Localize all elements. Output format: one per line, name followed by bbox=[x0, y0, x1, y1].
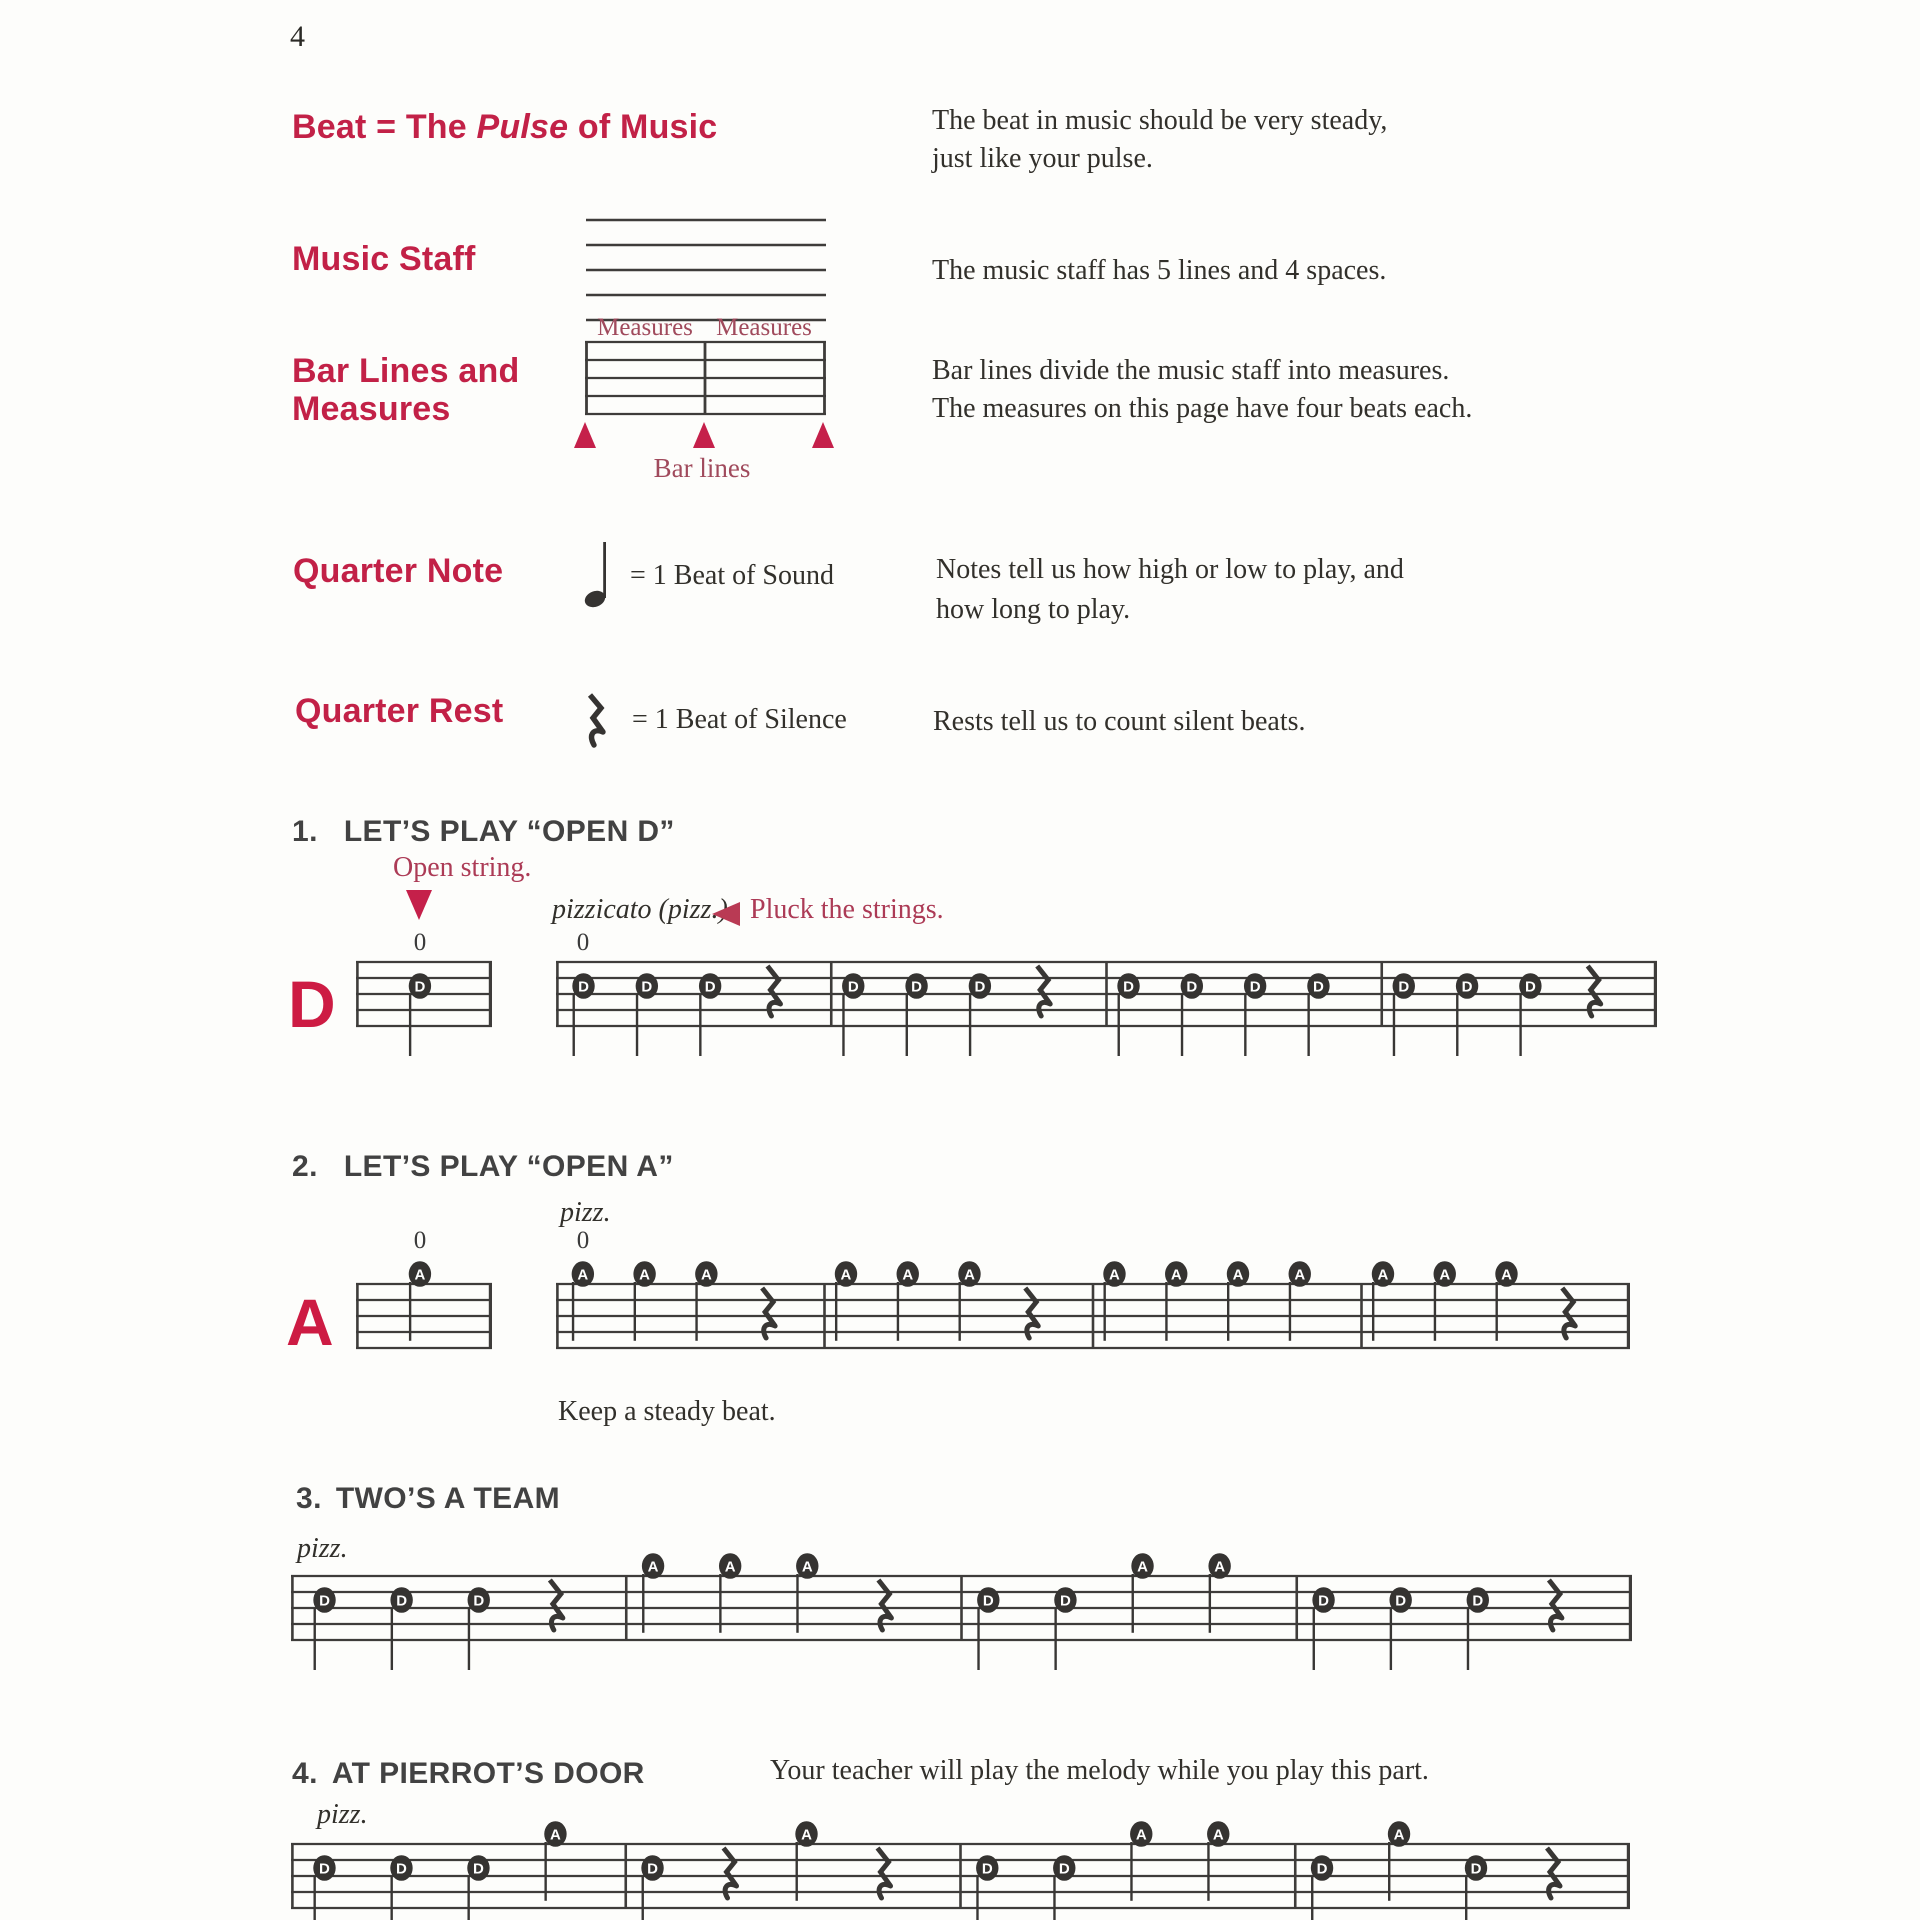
quarter-rest bbox=[724, 1848, 737, 1886]
finger-number-zero: 0 bbox=[576, 1227, 590, 1254]
beat-term-prefix: Beat = The bbox=[292, 108, 477, 146]
quarter-rest bbox=[550, 1580, 563, 1618]
exercise-2-number: 2. bbox=[292, 1150, 318, 1183]
exercise-2-heading bbox=[292, 1150, 674, 1184]
measures-label-right: Measures bbox=[716, 314, 812, 341]
beat-description bbox=[932, 102, 1387, 178]
note-letter: A bbox=[1393, 1826, 1405, 1844]
exercise-1-staff bbox=[556, 914, 1657, 1076]
exercise-4-staff bbox=[291, 1796, 1630, 1920]
note-letter: D bbox=[473, 1592, 485, 1610]
quarter-note-icon bbox=[582, 534, 620, 610]
note-letter: A bbox=[414, 1266, 426, 1284]
note-letter: A bbox=[1212, 1826, 1224, 1844]
note-letter: A bbox=[840, 1266, 852, 1284]
music-staff-sample bbox=[586, 218, 826, 324]
steady-beat-caption: Keep a steady beat. bbox=[558, 1396, 776, 1427]
note-letter: A bbox=[550, 1826, 561, 1844]
music-staff-desc-line1: The music staff has 5 lines and 4 spaces. bbox=[932, 255, 1387, 286]
finger-number-zero: 0 bbox=[413, 929, 427, 956]
music-staff-description bbox=[932, 252, 1386, 290]
note-letter: A bbox=[1137, 1558, 1148, 1576]
exercise-2-title: LET’S PLAY “OPEN A” bbox=[343, 1150, 674, 1183]
note-letter: D bbox=[1470, 1860, 1482, 1878]
note-letter: A bbox=[577, 1266, 589, 1284]
note-letter: D bbox=[1060, 1592, 1071, 1610]
definition-term-bar-lines bbox=[292, 352, 519, 428]
note-letter: A bbox=[1501, 1266, 1512, 1284]
note-letter: A bbox=[964, 1266, 975, 1284]
bar-line-arrow-icon bbox=[574, 422, 596, 448]
note-letter: A bbox=[1214, 1558, 1226, 1576]
string-letter-A: A bbox=[286, 1285, 334, 1359]
note-letter: A bbox=[724, 1558, 736, 1576]
bar-lines-term-line1: Bar Lines and bbox=[292, 352, 520, 390]
definition-term-music-staff: Music Staff bbox=[292, 240, 476, 278]
note-letter: A bbox=[1232, 1266, 1244, 1284]
note-letter: A bbox=[1109, 1266, 1120, 1284]
note-letter: D bbox=[414, 978, 426, 996]
note-letter: A bbox=[1439, 1266, 1451, 1284]
exercise-4-subtitle: Your teacher will play the melody while you play this part. bbox=[770, 1755, 1429, 1786]
note-letter: A bbox=[647, 1558, 659, 1576]
bar-lines-description bbox=[932, 352, 1472, 428]
quarter-rest-description bbox=[933, 702, 1306, 742]
quarter-note-equals: = 1 Beat of Sound bbox=[630, 560, 834, 591]
exercise-4-title: AT PIERROT’S DOOR bbox=[331, 1757, 645, 1790]
note-letter: A bbox=[1377, 1266, 1389, 1284]
exercise-3-heading bbox=[296, 1482, 560, 1516]
note-letter: D bbox=[319, 1860, 330, 1878]
quarter-rest bbox=[878, 1848, 891, 1886]
definition-term-quarter-rest: Quarter Rest bbox=[295, 692, 504, 730]
quarter-rest bbox=[1025, 1288, 1038, 1326]
quarter-note-desc-line2: how long to play. bbox=[936, 594, 1131, 625]
exercise-3-title: TWO’S A TEAM bbox=[335, 1482, 561, 1515]
pizz-label: pizz. bbox=[560, 1197, 611, 1228]
definition-term-quarter-note: Quarter Note bbox=[293, 552, 504, 590]
exercise-3-staff bbox=[291, 1528, 1632, 1690]
definition-term-beat bbox=[292, 108, 717, 146]
pluck-strings-label: Pluck the strings. bbox=[750, 894, 944, 925]
quarter-rest bbox=[767, 966, 780, 1004]
quarter-rest-equals: = 1 Beat of Silence bbox=[632, 704, 847, 735]
exercise-1-heading bbox=[292, 815, 675, 849]
note-letter: D bbox=[396, 1860, 407, 1878]
quarter-note-desc-line1: Notes tell us how high or low to play, and bbox=[936, 554, 1404, 585]
quarter-rest bbox=[762, 1288, 775, 1326]
note-letter: A bbox=[801, 1558, 813, 1576]
note-letter: D bbox=[1461, 978, 1473, 996]
note-letter: A bbox=[639, 1266, 651, 1284]
bar-lines-label: Bar lines bbox=[653, 453, 751, 483]
note-letter: D bbox=[396, 1592, 408, 1610]
measures-label-left: Measures bbox=[597, 314, 693, 341]
page-number: 4 bbox=[290, 20, 305, 53]
quarter-rest-desc-line1: Rests tell us to count silent beats. bbox=[933, 706, 1306, 737]
pizz-label: pizz. bbox=[297, 1533, 348, 1564]
exercise-2-staff bbox=[556, 1236, 1630, 1398]
bar-lines-desc-line1: Bar lines divide the music staff into measures. bbox=[932, 355, 1450, 386]
note-letter: D bbox=[982, 1592, 994, 1610]
note-letter: D bbox=[578, 978, 589, 996]
quarter-note-description bbox=[936, 550, 1404, 630]
note-letter: D bbox=[647, 1860, 658, 1878]
note-letter: D bbox=[911, 978, 922, 996]
bar-line-arrow-icon bbox=[693, 422, 715, 448]
note-letter: D bbox=[1313, 978, 1324, 996]
exercise-1-intro-staff bbox=[356, 914, 492, 1076]
note-letter: D bbox=[1398, 978, 1410, 996]
note-letter: D bbox=[1524, 978, 1536, 996]
exercise-1-number: 1. bbox=[292, 815, 318, 848]
note-letter: D bbox=[704, 978, 716, 996]
note-letter: D bbox=[1186, 978, 1198, 996]
note-letter: D bbox=[847, 978, 859, 996]
note-letter: D bbox=[1249, 978, 1261, 996]
note-letter: D bbox=[974, 978, 986, 996]
note-letter: A bbox=[801, 1826, 812, 1844]
quarter-rest bbox=[1037, 966, 1050, 1004]
exercise-3-number: 3. bbox=[296, 1482, 322, 1515]
note-letter: A bbox=[1135, 1826, 1147, 1844]
exercise-2-intro-staff bbox=[356, 1236, 492, 1398]
quarter-rest bbox=[1549, 1580, 1562, 1618]
beat-term-italic: Pulse bbox=[476, 108, 569, 146]
quarter-rest bbox=[1547, 1848, 1560, 1886]
note-letter: D bbox=[1472, 1592, 1484, 1610]
beat-desc-line2: just like your pulse. bbox=[932, 143, 1153, 174]
finger-number-zero: 0 bbox=[576, 929, 590, 956]
finger-number-zero: 0 bbox=[413, 1227, 427, 1254]
beat-term-suffix: of Music bbox=[568, 108, 718, 146]
note-letter: D bbox=[319, 1592, 330, 1610]
exercise-4-number: 4. bbox=[292, 1757, 318, 1790]
bar-lines-term-line2: Measures bbox=[292, 390, 451, 428]
note-letter: D bbox=[1123, 978, 1134, 996]
open-string-label: Open string. bbox=[393, 852, 532, 883]
note-letter: D bbox=[1395, 1592, 1407, 1610]
pizzicato-label: pizzicato (pizz.) bbox=[552, 894, 728, 925]
exercise-1-title: LET’S PLAY “OPEN D” bbox=[343, 815, 675, 848]
quarter-rest bbox=[1562, 1288, 1575, 1326]
bar-line-arrow-icon bbox=[812, 422, 834, 448]
beat-desc-line1: The beat in music should be very steady, bbox=[932, 105, 1388, 136]
note-letter: A bbox=[700, 1266, 712, 1284]
note-letter: D bbox=[981, 1860, 993, 1878]
bar-lines-diagram bbox=[585, 340, 826, 418]
note-letter: A bbox=[1294, 1266, 1306, 1284]
quarter-rest bbox=[878, 1580, 891, 1618]
note-letter: D bbox=[473, 1860, 484, 1878]
note-letter: D bbox=[1316, 1860, 1328, 1878]
exercise-4-heading bbox=[292, 1757, 645, 1791]
quarter-rest-icon bbox=[583, 692, 613, 754]
note-letter: A bbox=[902, 1266, 914, 1284]
bar-lines-desc-line2: The measures on this page have four beats each. bbox=[932, 393, 1473, 424]
string-letter-D: D bbox=[288, 967, 336, 1041]
note-letter: D bbox=[1318, 1592, 1329, 1610]
note-letter: D bbox=[1058, 1860, 1070, 1878]
note-letter: A bbox=[1170, 1266, 1182, 1284]
pizz-label: pizz. bbox=[317, 1799, 368, 1830]
quarter-rest bbox=[1588, 966, 1601, 1004]
note-letter: D bbox=[641, 978, 653, 996]
